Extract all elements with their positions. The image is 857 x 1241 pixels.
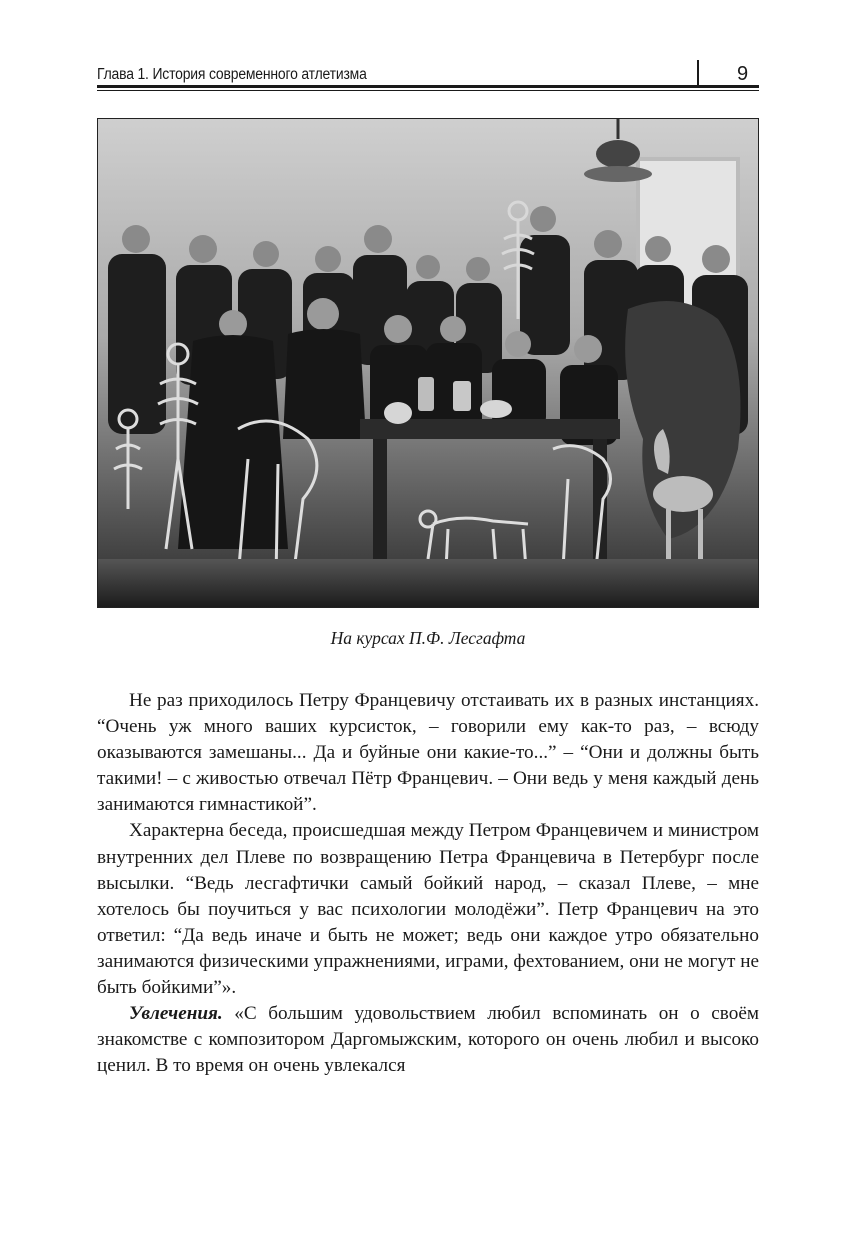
paragraph (97, 1001, 759, 1079)
historical-group-photo (97, 118, 759, 608)
paragraph-text: «С большим удовольствием любил вспоминать он о своём знакомстве с композитором Даргомыжским, которого он очень любил и высоко ценил. В то время он очень увлекался (97, 1003, 759, 1077)
page-number: 9 (737, 63, 749, 85)
photo-illustration (98, 119, 758, 607)
paragraph: Характерна беседа, происшедшая между Петром Францевичем и министром внутренних дел Плеве по возвращению Петра Францевича в Петербург после высылки. “Ведь лесгафтички самый бойкий народ, – сказал Плеве, – мне хотелось бы поучиться у вас психологии молодёжи”. Петр Францевич на это ответил: “Да ведь иначе и быть не может; ведь они каждое утро обязательно занимаются физическими упражнениями, играми, фехтованием, они не могут не быть бойкими”». (97, 820, 759, 999)
header-divider (697, 60, 699, 86)
running-header (97, 54, 759, 94)
chapter-title: Глава 1. История современного атлетизма (97, 66, 367, 83)
body-text (97, 688, 759, 1079)
header-rule-thin (97, 90, 759, 91)
run-in-heading: Увлечения. (129, 1003, 223, 1025)
paragraph: Не раз приходилось Петру Францевичу отстаивать их в разных инстанциях. “Очень уж много ваших курсисток, – говорили ему как-то раз, – всюду оказываются замешаны... Да и буйные они какие-то...” – “Они и должны быть такими! – с живостью отвечал Пётр Францевич. – Они ведь у меня каждый день занимаются гимнастикой”. (97, 690, 759, 816)
figure-caption: На курсах П.Ф. Лесгафта (330, 628, 526, 648)
header-rule-thick (97, 85, 759, 88)
